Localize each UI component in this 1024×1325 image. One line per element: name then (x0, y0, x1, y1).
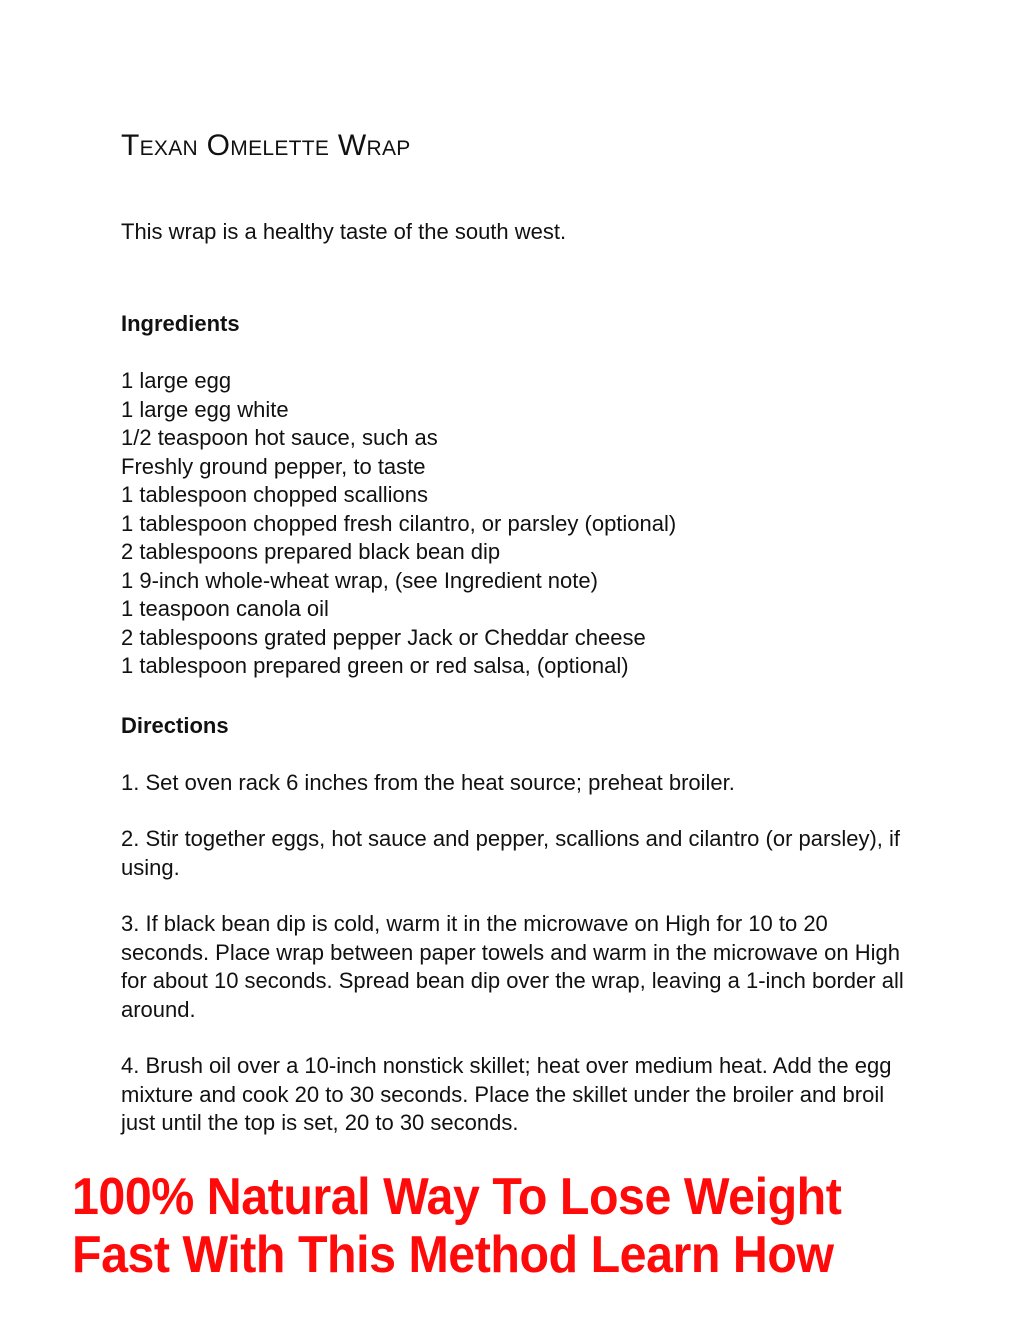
promo-line-1: 100% Natural Way To Lose Weight (72, 1168, 842, 1226)
ingredient-item: 1/2 teaspoon hot sauce, such as (121, 425, 438, 450)
ingredient-item: 1 large egg white (121, 396, 289, 422)
direction-step: 1. Set oven rack 6 inches from the heat source; preheat broiler. (121, 769, 735, 795)
recipe-content (121, 128, 921, 1138)
direction-step: 2. Stir together eggs, hot sauce and pepper, scallions and cilantro (or parsley), if using. (121, 826, 900, 880)
ingredient-item: 1 9-inch whole-wheat wrap, (see Ingredient note) (121, 567, 598, 593)
directions-heading: Directions (121, 712, 229, 738)
recipe-title: Texan Omelette Wrap (121, 129, 411, 162)
promo-line-2: Fast With This Method Learn How (72, 1226, 834, 1284)
direction-step: 3. If black bean dip is cold, warm it in the microwave on High for 10 to 20 seconds. Place wrap between paper towels and warm in the microwave on High for about 10 seconds. Spread bean dip over the wrap, leaving a 1-inch border all around. (121, 911, 904, 1022)
ingredient-item: 1 teaspoon canola oil (121, 596, 329, 621)
ingredient-item: 2 tablespoons grated pepper Jack or Cheddar cheese (121, 624, 646, 650)
ingredients-list (121, 367, 921, 681)
directions-list (121, 769, 921, 1138)
recipe-intro: This wrap is a healthy taste of the south west. (121, 219, 567, 244)
ingredient-item: 1 tablespoon chopped scallions (121, 482, 429, 507)
ingredient-item: 1 large egg (121, 368, 232, 393)
ingredient-item: 2 tablespoons prepared black bean dip (121, 539, 501, 564)
promo-banner-link[interactable] (72, 1168, 909, 1284)
ingredient-item: 1 tablespoon chopped fresh cilantro, or parsley (optional) (121, 510, 677, 536)
ingredient-item: 1 tablespoon prepared green or red salsa, (optional) (121, 653, 629, 678)
ingredient-item: Freshly ground pepper, to taste (121, 453, 426, 479)
ingredients-heading: Ingredients (121, 311, 240, 336)
direction-step: 4. Brush oil over a 10-inch nonstick skillet; heat over medium heat. Add the egg mixture and cook 20 to 30 seconds. Place the skillet under the broiler and broil just until the top is set, 20 to 30 seconds. (121, 1053, 892, 1135)
